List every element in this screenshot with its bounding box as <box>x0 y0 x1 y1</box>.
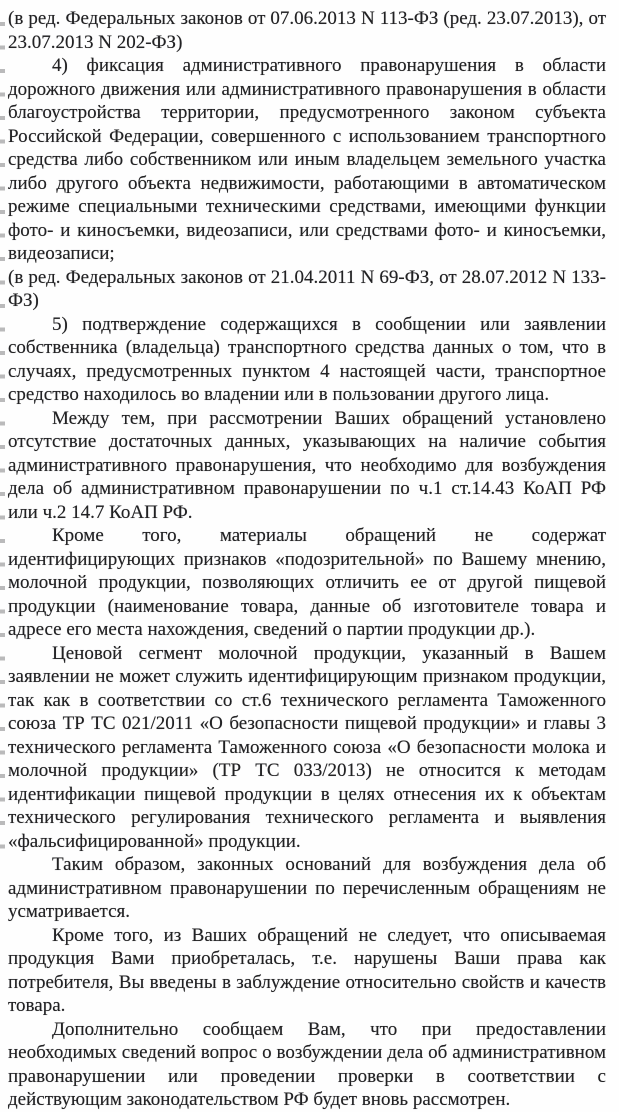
paragraph: 5) подтверждение содержащихся в сообщении или заявлении собственника (владельца) транспортного средства данных о том, что в случаях, предусмотренных пунктом 4 настоящей части, транспортное средство находилось во владении или в пользовании другого лица. <box>8 313 606 405</box>
paragraph: (в ред. Федеральных законов от 07.06.2013 N 113-ФЗ (ред. 23.07.2013), от 23.07.2013 N 202-ФЗ) <box>8 8 606 53</box>
document-text-block <box>8 7 606 1112</box>
paragraph: 4) фиксация административного правонарушения в области дорожного движения или административного правонарушения в области благоустройства территории, предусмотренного законом субъекта Российской Федерации, совершенного с использованием транспортного средства либо собственником или иным владельцем земельного участка либо другого объекта недвижимости, работающими в автоматическом режиме специальными техническими средствами, имеющими функции фото- и киносъемки, видеозаписи, или средствами фото- и киносъемки, видеозаписи; <box>8 55 606 264</box>
paragraph: (в ред. Федеральных законов от 21.04.2011 N 69-ФЗ, от 28.07.2012 N 133-ФЗ) <box>8 266 606 311</box>
paragraph: Дополнительно сообщаем Вам, что при предоставлении необходимых сведений вопрос о возбуждении дела об административном правонарушении или проведении проверки в соответствии с действующим законодательством РФ будет вновь рассмотрен. <box>8 1018 606 1110</box>
paragraph: Таким образом, законных оснований для возбуждения дела об административном правонарушении по перечисленным обращениям не усматривается. <box>8 854 606 922</box>
paragraph: Ценовой сегмент молочной продукции, указанный в Вашем заявлении не может служить идентифицирующим признаком продукции, так как в соответствии со ст.6 технического регламента Таможенного союза ТР ТС 021/2011 «О безопасности пищевой продукции» и главы 3 технического регламента Таможенного союза «О безопасности молока и молочной продукции» (ТР ТС 033/2013) не относится к методам идентификации пищевой продукции в целях отнесения их к объектам технического регулирования технического регламента и выявления «фальсифицированной» продукции. <box>8 642 606 852</box>
paragraph: Кроме того, из Ваших обращений не следует, что описываемая продукция Вами приобреталась, т.е. нарушены Ваши права как потребителя, Вы введены в заблуждение относительно свойств и качеств товара. <box>8 924 606 1016</box>
paragraph: Между тем, при рассмотрении Ваших обращений установлено отсутствие достаточных данных, указывающих на наличие события административного правонарушения, что необходимо для возбуждения дела об административном правонарушении по ч.1 ст.14.43 КоАП РФ или ч.2 14.7 КоАП РФ. <box>8 407 606 523</box>
paragraph: Кроме того, материалы обращений не содержат идентифицирующих признаков «подозрительной» по Вашему мнению, молочной продукции, позволяющих отличить ее от другой пищевой продукции (наименование товара, данные об изготовителе товара и адресе его места нахождения, сведений о партии продукции др.). <box>8 525 606 640</box>
